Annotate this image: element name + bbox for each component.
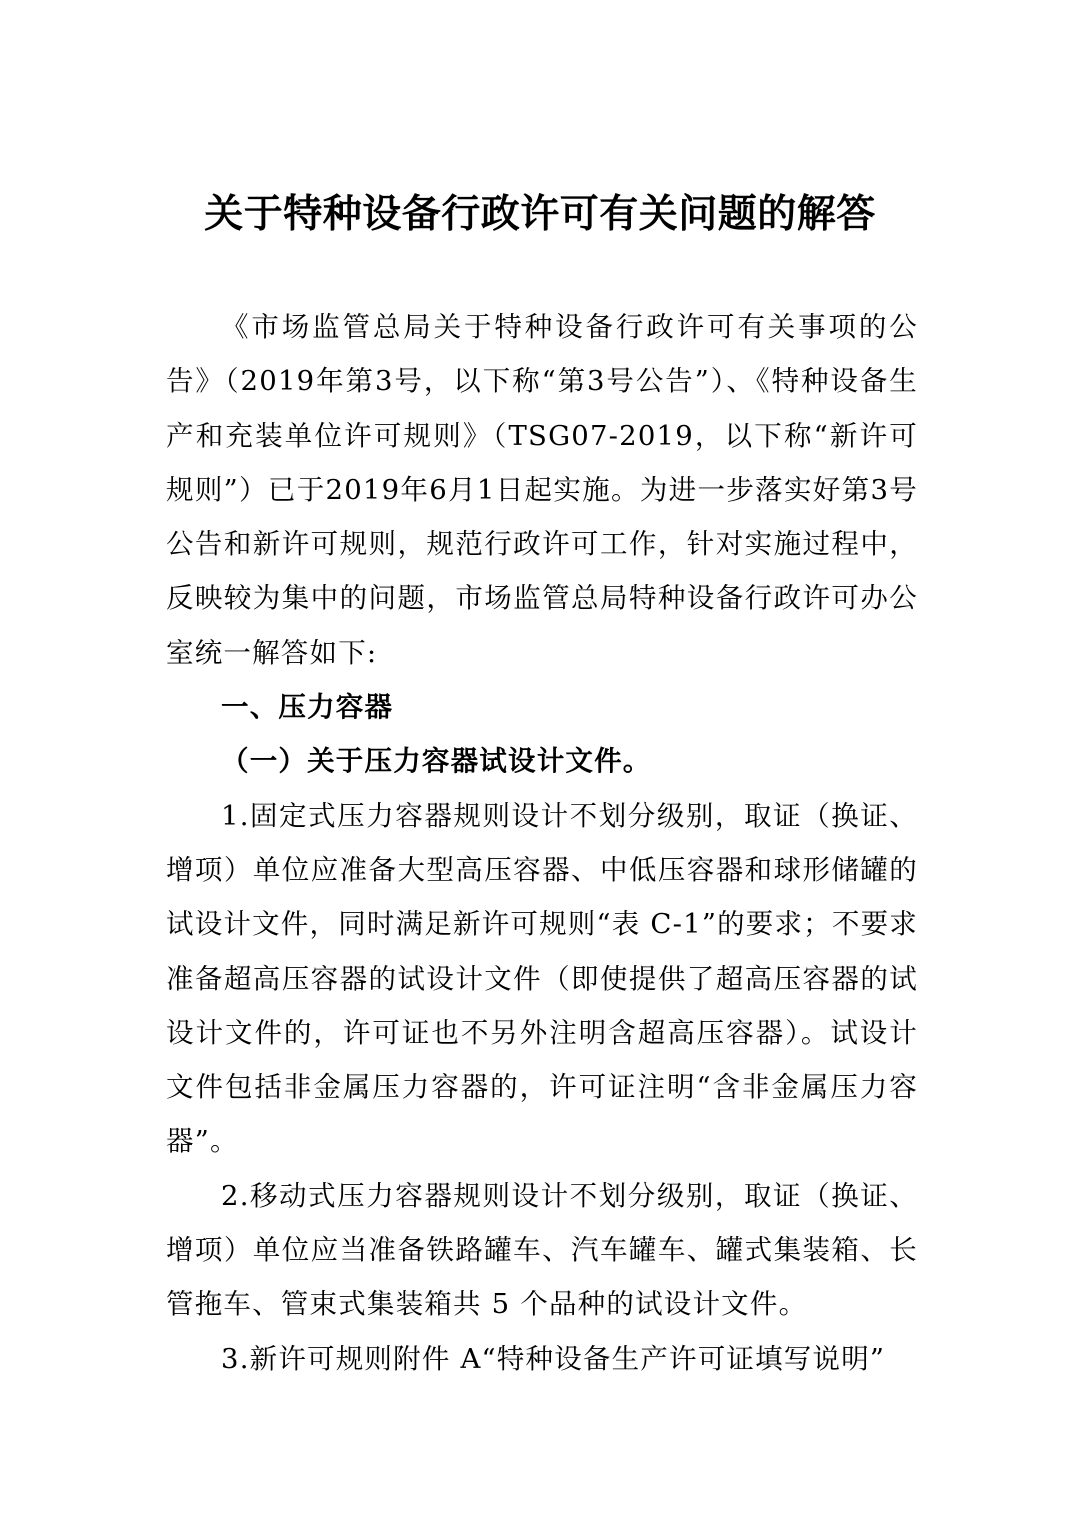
intro-paragraph: 《市场监管总局关于特种设备行政许可有关事项的公告》（2019年第3号，以下称“第3号公告”）、《特种设备生产和充装单位许可规则》（TSG07-2019，以下称“新许可规则”）已于2019年6月1日起实施。为进一步落实好第3号公告和新许可规则，规范行政许可工作，针对实施过程中，反映较为集中的问题，市场监管总局特种设备行政许可办公室统一解答如下: [166, 311, 918, 669]
document-title: 关于特种设备行政许可有关问题的解答 [204, 191, 876, 237]
item-paragraph-3: 3.新许可规则附件 A“特种设备生产许可证填写说明” [221, 1342, 886, 1375]
document-body [166, 300, 918, 1386]
item-paragraph-1: 1.固定式压力容器规则设计不划分级别，取证（换证、增项）单位应准备大型高压容器、中低压容器和球形储罐的试设计文件，同时满足新许可规则“表 C-1”的要求；不要求准备超高压容器的试设计文件（即使提供了超高压容器的试设计文件的，许可证也不另外注明含超高压容器）。试设计文件包括非金属压力容器的，许可证注明“含非金属压力容器”。 [166, 799, 918, 1158]
item-paragraph-2: 2.移动式压力容器规则设计不划分级别，取证（换证、增项）单位应当准备铁路罐车、汽车罐车、罐式集装箱、长管拖车、管束式集装箱共 5 个品种的试设计文件。 [166, 1179, 918, 1321]
subsection-heading-trial-design-files: （一）关于压力容器试设计文件。 [221, 745, 652, 778]
section-heading-pressure-vessels: 一、压力容器 [221, 691, 394, 724]
